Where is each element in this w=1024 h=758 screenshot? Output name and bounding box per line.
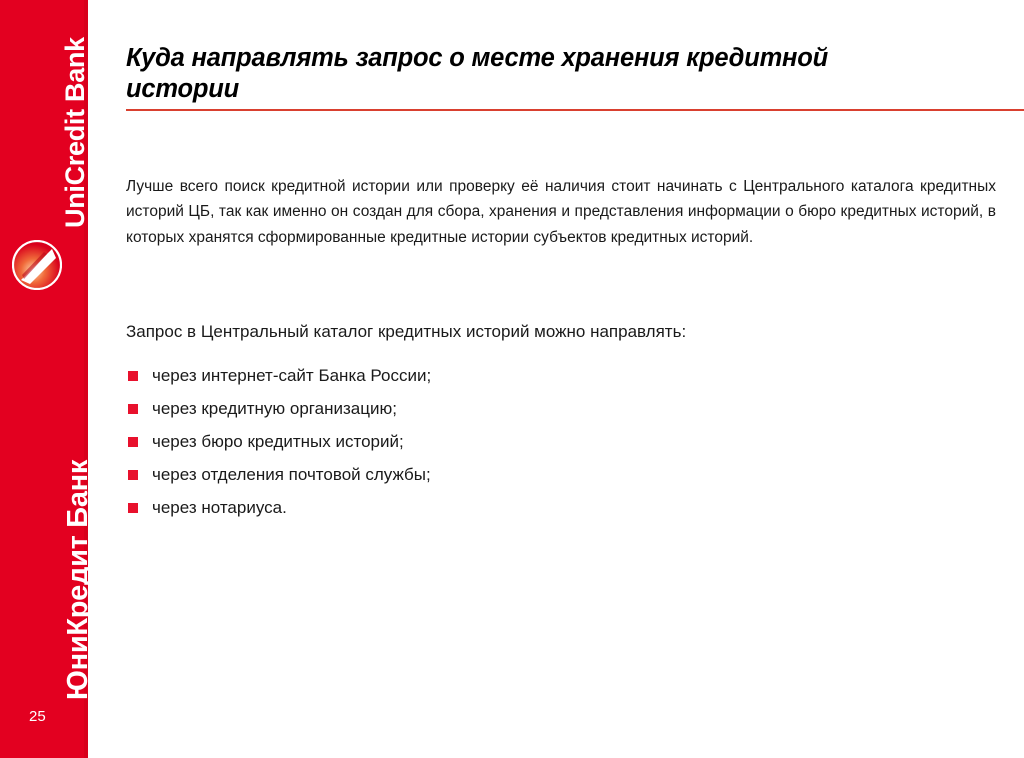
list-item [126,496,746,529]
list-item [126,463,746,496]
page-number: 25 [29,708,46,725]
list-item [126,364,746,397]
list-item-label: через нотариуса. [152,498,287,517]
square-bullet-icon [128,470,138,480]
list-item-label: через отделения почтовой службы; [152,465,431,484]
list-item [126,397,746,430]
list-item [126,430,746,463]
unicredit-wordmark-ru: ЮниКредит Банк [62,459,94,700]
unicredit-logo-icon [12,240,62,290]
channels-bullet-list [126,364,746,529]
body-paragraph-lead-in: Запрос в Центральный каталог кредитных историй можно направлять: [126,322,687,341]
list-item-label: через интернет-сайт Банка России; [152,366,432,385]
square-bullet-icon [128,371,138,381]
slide-title: Куда направлять запрос о месте хранения кредитной истории [126,44,829,104]
title-divider [126,109,1024,111]
square-bullet-icon [128,503,138,513]
square-bullet-icon [128,404,138,414]
list-item-label: через кредитную организацию; [152,399,397,418]
slide-content [88,0,1024,758]
square-bullet-icon [128,437,138,447]
unicredit-wordmark: UniCredit Bank [60,37,90,228]
body-paragraph-intro: Лучше всего поиск кредитной истории или проверку её наличия стоит начинать с Центрального каталога кредитных историй ЦБ, так как именно он создан для сбора, хранения и представления информации о бюро кредитных историй, в которых хранятся сформированные кредитные истории субъектов кредитных историй. [126,177,996,246]
list-item-label: через бюро кредитных историй; [152,432,404,451]
